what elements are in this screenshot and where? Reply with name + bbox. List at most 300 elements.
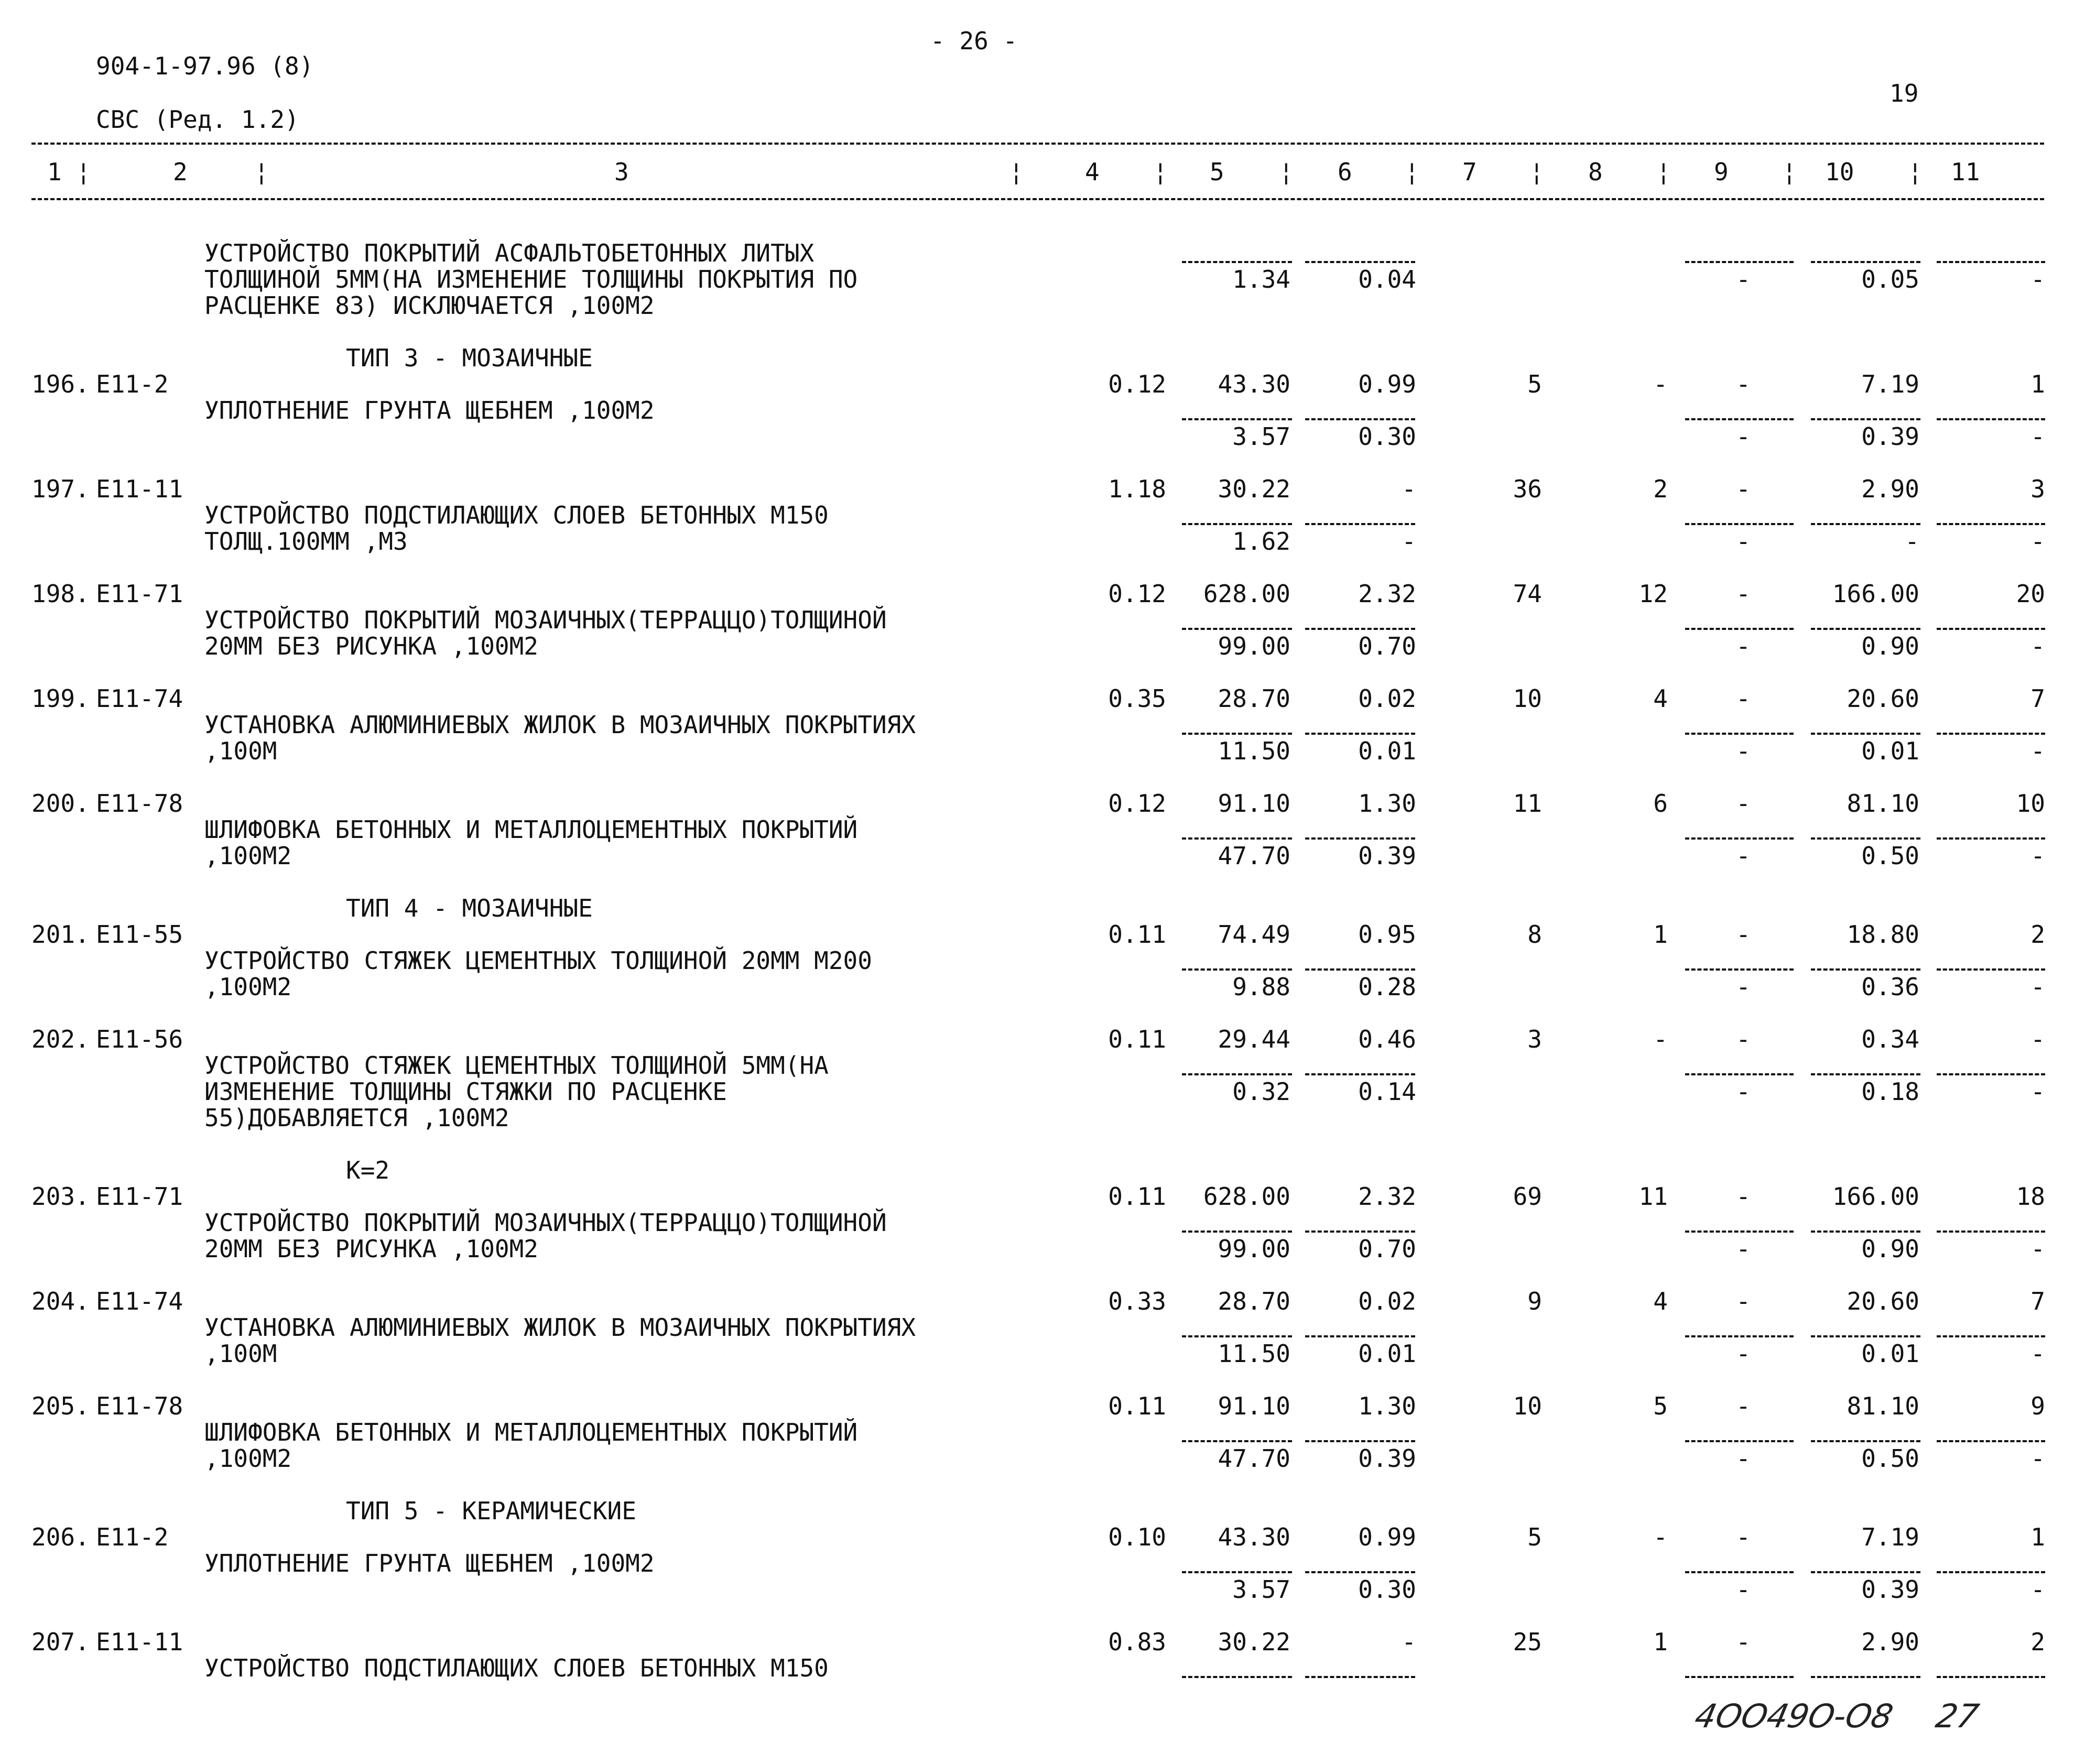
work-description: ШЛИФОВКА БЕТОННЫХ И МЕТАЛЛОЦЕМЕНТНЫХ ПОКРЫТИЙ xyxy=(204,815,858,844)
cell-c10: 166.00 xyxy=(1832,1182,1919,1211)
cell-c5: 28.70 xyxy=(1218,1287,1290,1315)
value-separator-line xyxy=(1305,261,1415,263)
value-separator-line xyxy=(1182,968,1292,971)
rate-code: Е11-74 xyxy=(96,684,183,713)
cell-c6: 0.95 xyxy=(1358,920,1416,949)
rate-code: Е11-71 xyxy=(96,580,183,608)
cell-c6: 0.01 xyxy=(1358,1340,1416,1368)
cell-c11: - xyxy=(2030,973,2045,1001)
cell-c5: 47.70 xyxy=(1218,1444,1290,1473)
value-separator-line xyxy=(1685,837,1794,840)
col-header-divider: ¦ xyxy=(1908,158,1923,186)
cell-c6: 1.30 xyxy=(1358,1392,1416,1420)
cell-c5: 9.88 xyxy=(1232,973,1290,1001)
cell-c7: 10 xyxy=(1513,684,1542,713)
cell-c6: 0.04 xyxy=(1358,265,1416,293)
cell-c9: - xyxy=(1736,684,1751,713)
row-number: 204. xyxy=(31,1287,90,1315)
cell-c5: 43.30 xyxy=(1218,370,1290,398)
value-separator-line xyxy=(1811,1571,1920,1573)
work-description: ИЗМЕНЕНИЕ ТОЛЩИНЫ СТЯЖКИ ПО РАСЦЕНКЕ xyxy=(204,1077,727,1106)
cell-c10: 2.90 xyxy=(1861,475,1919,503)
col-header-7: 7 xyxy=(1462,158,1477,186)
cell-c9: - xyxy=(1736,1523,1751,1551)
value-separator-line xyxy=(1182,418,1292,420)
value-separator-line xyxy=(1937,968,2045,971)
work-description: 20ММ БЕЗ РИСУНКА ,100М2 xyxy=(204,632,538,660)
value-separator-line xyxy=(1182,837,1292,840)
cell-c10: 0.39 xyxy=(1861,422,1919,451)
cell-c10: 2.90 xyxy=(1861,1628,1919,1656)
cell-c7: 3 xyxy=(1527,1025,1542,1053)
cell-c5: 11.50 xyxy=(1218,737,1290,765)
work-description: УСТРОЙСТВО ПОДСТИЛАЮЩИХ СЛОЕВ БЕТОННЫХ М150 xyxy=(204,501,829,529)
cell-c11: - xyxy=(2030,1077,2045,1106)
cell-c10: 0.05 xyxy=(1861,265,1919,293)
cell-c10: 20.60 xyxy=(1847,1287,1919,1315)
cell-c5: 99.00 xyxy=(1218,632,1290,660)
cell-c7: 74 xyxy=(1513,580,1542,608)
cell-c6: 0.70 xyxy=(1358,632,1416,660)
col-header-2: 2 xyxy=(173,158,188,186)
value-separator-line xyxy=(1685,1231,1794,1233)
row-number: 196. xyxy=(31,370,90,398)
cell-c11: - xyxy=(2030,737,2045,765)
value-separator-line xyxy=(1811,418,1920,420)
col-header-divider: ¦ xyxy=(1529,158,1544,186)
rate-code: Е11-78 xyxy=(96,1392,183,1420)
col-header-divider: ¦ xyxy=(1656,158,1671,186)
value-separator-line xyxy=(1305,1440,1415,1442)
cell-c9: - xyxy=(1736,632,1751,660)
cell-c11: - xyxy=(2030,265,2045,293)
work-description: ,100М2 xyxy=(204,973,292,1001)
value-separator-line xyxy=(1937,1676,2045,1678)
work-description: ТОЛЩ.100ММ ,М3 xyxy=(204,527,408,556)
work-description: ,100М xyxy=(204,1340,277,1368)
cell-c9: - xyxy=(1736,580,1751,608)
cell-c11: 2 xyxy=(2030,1628,2045,1656)
value-separator-line xyxy=(1182,628,1292,630)
page-number: 19 xyxy=(1890,79,1919,107)
value-separator-line xyxy=(1305,628,1415,630)
cell-c6: 0.01 xyxy=(1358,737,1416,765)
cell-c8: 1 xyxy=(1653,920,1668,949)
cell-c5: 91.10 xyxy=(1218,1392,1290,1420)
cell-c9: - xyxy=(1736,1182,1751,1211)
value-separator-line xyxy=(1937,837,2045,840)
col-header-9: 9 xyxy=(1714,158,1729,186)
value-separator-line xyxy=(1305,1676,1415,1678)
col-header-11: 11 xyxy=(1951,158,1980,186)
value-separator-line xyxy=(1811,733,1920,735)
cell-c5: 30.22 xyxy=(1218,475,1290,503)
section-heading: ТИП 3 - МОЗАИЧНЫЕ xyxy=(346,344,593,372)
section-heading: К=2 xyxy=(346,1156,390,1184)
cell-c6: 2.32 xyxy=(1358,580,1416,608)
cell-c5: 91.10 xyxy=(1218,789,1290,818)
cell-c9: - xyxy=(1736,1340,1751,1368)
cell-c4: 0.11 xyxy=(1108,1025,1166,1053)
value-separator-line xyxy=(1685,1073,1794,1075)
cell-c6: 0.70 xyxy=(1358,1235,1416,1263)
cell-c9: - xyxy=(1736,265,1751,293)
cell-c4: 0.11 xyxy=(1108,1182,1166,1211)
work-description: УСТРОЙСТВО ПОДСТИЛАЮЩИХ СЛОЕВ БЕТОННЫХ М150 xyxy=(204,1654,829,1682)
rate-code: Е11-74 xyxy=(96,1287,183,1315)
cell-c8: - xyxy=(1653,1025,1668,1053)
col-header-divider: ¦ xyxy=(254,158,269,186)
rate-code: Е11-71 xyxy=(96,1182,183,1211)
cell-c6: - xyxy=(1402,527,1416,556)
value-separator-line xyxy=(1182,261,1292,263)
cell-c9: - xyxy=(1736,1392,1751,1420)
cell-c5: 1.62 xyxy=(1232,527,1290,556)
work-description: УПЛОТНЕНИЕ ГРУНТА ЩЕБНЕМ ,100М2 xyxy=(204,1549,655,1577)
value-separator-line xyxy=(1811,837,1920,840)
cell-c11: - xyxy=(2030,1444,2045,1473)
cell-c4: 1.18 xyxy=(1108,475,1166,503)
cell-c4: 0.83 xyxy=(1108,1628,1166,1656)
cell-c7: 36 xyxy=(1513,475,1542,503)
col-header-5: 5 xyxy=(1210,158,1224,186)
cell-c8: 6 xyxy=(1653,789,1668,818)
cell-c7: 9 xyxy=(1527,1287,1542,1315)
cell-c7: 69 xyxy=(1513,1182,1542,1211)
value-separator-line xyxy=(1182,523,1292,525)
cell-c11: - xyxy=(2030,422,2045,451)
cell-c7: 5 xyxy=(1527,1523,1542,1551)
col-header-3: 3 xyxy=(614,158,629,186)
cell-c10: - xyxy=(1905,527,1919,556)
value-separator-line xyxy=(1937,1231,2045,1233)
cell-c7: 25 xyxy=(1513,1628,1542,1656)
value-separator-line xyxy=(1685,1335,1794,1337)
value-separator-line xyxy=(1305,968,1415,971)
handwritten-page-number: 27 xyxy=(1932,1697,1982,1735)
cell-c4: 0.11 xyxy=(1108,1392,1166,1420)
cell-c11: - xyxy=(2030,527,2045,556)
cell-c6: 0.46 xyxy=(1358,1025,1416,1053)
cell-c9: - xyxy=(1736,1287,1751,1315)
cell-c5: 74.49 xyxy=(1218,920,1290,949)
row-number: 201. xyxy=(31,920,90,949)
work-description: УСТАНОВКА АЛЮМИНИЕВЫХ ЖИЛОК В МОЗАИЧНЫХ ПОКРЫТИЯХ xyxy=(204,1313,916,1342)
rate-code: Е11-78 xyxy=(96,789,183,818)
cell-c7: 8 xyxy=(1527,920,1542,949)
cell-c9: - xyxy=(1736,370,1751,398)
value-separator-line xyxy=(1182,1073,1292,1075)
cell-c10: 0.34 xyxy=(1861,1025,1919,1053)
value-separator-line xyxy=(1685,418,1794,420)
value-separator-line xyxy=(1305,523,1415,525)
cell-c9: - xyxy=(1736,920,1751,949)
value-separator-line xyxy=(1811,968,1920,971)
work-description: УПЛОТНЕНИЕ ГРУНТА ЩЕБНЕМ ,100М2 xyxy=(204,396,655,424)
value-separator-line xyxy=(1182,1676,1292,1678)
cell-c9: - xyxy=(1736,475,1751,503)
cell-c6: 0.02 xyxy=(1358,1287,1416,1315)
row-number: 205. xyxy=(31,1392,90,1420)
work-description: УСТАНОВКА АЛЮМИНИЕВЫХ ЖИЛОК В МОЗАИЧНЫХ ПОКРЫТИЯХ xyxy=(204,711,916,739)
value-separator-line xyxy=(1685,733,1794,735)
value-separator-line xyxy=(1685,261,1794,263)
cell-c4: 0.10 xyxy=(1108,1523,1166,1551)
value-separator-line xyxy=(1811,1231,1920,1233)
value-separator-line xyxy=(1937,523,2045,525)
cell-c11: 18 xyxy=(2016,1182,2045,1211)
value-separator-line xyxy=(1305,418,1415,420)
cell-c10: 0.01 xyxy=(1861,737,1919,765)
cell-c10: 7.19 xyxy=(1861,370,1919,398)
value-separator-line xyxy=(1811,628,1920,630)
value-separator-line xyxy=(1305,837,1415,840)
cell-c7: 10 xyxy=(1513,1392,1542,1420)
section-heading: ТИП 5 - КЕРАМИЧЕСКИЕ xyxy=(346,1497,636,1525)
cell-c10: 0.36 xyxy=(1861,973,1919,1001)
col-header-6: 6 xyxy=(1338,158,1352,186)
cell-c6: 0.30 xyxy=(1358,422,1416,451)
edition-label: СВС (Ред. 1.2) xyxy=(96,105,299,134)
rate-code: Е11-2 xyxy=(96,370,169,398)
cell-c9: - xyxy=(1736,1235,1751,1263)
work-description: УСТРОЙСТВО ПОКРЫТИЙ МОЗАИЧНЫХ(ТЕРРАЦЦО)ТОЛЩИНОЙ xyxy=(204,606,887,634)
value-separator-line xyxy=(1937,261,2045,263)
cell-c9: - xyxy=(1736,1025,1751,1053)
cell-c6: 0.99 xyxy=(1358,370,1416,398)
cell-c6: 0.39 xyxy=(1358,842,1416,870)
cell-c10: 0.01 xyxy=(1861,1340,1919,1368)
cell-c9: - xyxy=(1736,842,1751,870)
work-description: УСТРОЙСТВО СТЯЖЕК ЦЕМЕНТНЫХ ТОЛЩИНОЙ 20ММ М200 xyxy=(204,946,872,975)
cell-c6: 0.30 xyxy=(1358,1575,1416,1604)
rate-code: Е11-2 xyxy=(96,1523,169,1551)
cell-c9: - xyxy=(1736,422,1751,451)
cell-c5: 29.44 xyxy=(1218,1025,1290,1053)
col-header-10: 10 xyxy=(1825,158,1854,186)
cell-c11: 7 xyxy=(2030,1287,2045,1315)
value-separator-line xyxy=(1182,1571,1292,1573)
cell-c11: - xyxy=(2030,842,2045,870)
cell-c5: 30.22 xyxy=(1218,1628,1290,1656)
row-number: 207. xyxy=(31,1628,90,1656)
cell-c4: 0.33 xyxy=(1108,1287,1166,1315)
cell-c4: 0.11 xyxy=(1108,920,1166,949)
row-number: 197. xyxy=(31,475,90,503)
cell-c10: 81.10 xyxy=(1847,1392,1919,1420)
cell-c6: 1.30 xyxy=(1358,789,1416,818)
value-separator-line xyxy=(1937,1335,2045,1337)
value-separator-line xyxy=(1811,1440,1920,1442)
cell-c6: - xyxy=(1402,475,1416,503)
value-separator-line xyxy=(1811,261,1920,263)
cell-c10: 81.10 xyxy=(1847,789,1919,818)
cell-c5: 3.57 xyxy=(1232,422,1290,451)
work-description: РАСЦЕНКЕ 83) ИСКЛЮЧАЕТСЯ ,100М2 xyxy=(204,291,655,320)
col-header-4: 4 xyxy=(1085,158,1100,186)
cell-c8: - xyxy=(1653,370,1668,398)
handwritten-archive-code: 4ОО49О-О8 xyxy=(1691,1697,1897,1735)
value-separator-line xyxy=(1305,1335,1415,1337)
cell-c8: 11 xyxy=(1638,1182,1668,1211)
col-header-divider: ¦ xyxy=(1153,158,1168,186)
row-number: 198. xyxy=(31,580,90,608)
work-description: 55)ДОБАВЛЯЕТСЯ ,100М2 xyxy=(204,1104,509,1132)
col-header-divider: ¦ xyxy=(1405,158,1419,186)
cell-c5: 3.57 xyxy=(1232,1575,1290,1604)
cell-c11: 9 xyxy=(2030,1392,2045,1420)
value-separator-line xyxy=(1685,1571,1794,1573)
cell-c5: 1.34 xyxy=(1232,265,1290,293)
cell-c8: 1 xyxy=(1653,1628,1668,1656)
value-separator-line xyxy=(1305,733,1415,735)
cell-c9: - xyxy=(1736,1628,1751,1656)
cell-c4: 0.12 xyxy=(1108,580,1166,608)
cell-c7: 5 xyxy=(1527,370,1542,398)
cell-c11: - xyxy=(2030,632,2045,660)
value-separator-line xyxy=(1305,1073,1415,1075)
row-number: 203. xyxy=(31,1182,90,1211)
col-header-1: 1 ¦ xyxy=(47,158,91,186)
value-separator-line xyxy=(1182,1335,1292,1337)
cell-c8: 12 xyxy=(1638,580,1668,608)
row-number: 206. xyxy=(31,1523,90,1551)
cell-c11: - xyxy=(2030,1340,2045,1368)
header-bottom-rule xyxy=(31,198,2044,200)
cell-c6: 0.99 xyxy=(1358,1523,1416,1551)
value-separator-line xyxy=(1182,733,1292,735)
value-separator-line xyxy=(1811,523,1920,525)
cell-c4: 0.12 xyxy=(1108,789,1166,818)
cell-c10: 7.19 xyxy=(1861,1523,1919,1551)
cell-c10: 0.90 xyxy=(1861,1235,1919,1263)
value-separator-line xyxy=(1685,1440,1794,1442)
cell-c4: 0.35 xyxy=(1108,684,1166,713)
cell-c11: 20 xyxy=(2016,580,2045,608)
cell-c6: 0.14 xyxy=(1358,1077,1416,1106)
value-separator-line xyxy=(1937,1440,2045,1442)
cell-c11: 2 xyxy=(2030,920,2045,949)
cell-c6: 0.39 xyxy=(1358,1444,1416,1473)
cell-c10: 0.18 xyxy=(1861,1077,1919,1106)
cell-c5: 11.50 xyxy=(1218,1340,1290,1368)
cell-c11: 10 xyxy=(2016,789,2045,818)
cell-c5: 99.00 xyxy=(1218,1235,1290,1263)
cell-c6: - xyxy=(1402,1628,1416,1656)
row-number: 200. xyxy=(31,789,90,818)
rate-code: Е11-55 xyxy=(96,920,183,949)
cell-c5: 43.30 xyxy=(1218,1523,1290,1551)
document-code: 904-1-97.96 (8) xyxy=(96,52,314,80)
cell-c6: 0.02 xyxy=(1358,684,1416,713)
value-separator-line xyxy=(1811,1073,1920,1075)
work-description: УСТРОЙСТВО ПОКРЫТИЙ АСФАЛЬТОБЕТОННЫХ ЛИТЫХ xyxy=(204,239,815,267)
cell-c8: 4 xyxy=(1653,1287,1668,1315)
header-top-rule xyxy=(31,143,2044,145)
cell-c10: 18.80 xyxy=(1847,920,1919,949)
cell-c10: 0.90 xyxy=(1861,632,1919,660)
cell-c10: 20.60 xyxy=(1847,684,1919,713)
cell-c5: 0.32 xyxy=(1232,1077,1290,1106)
value-separator-line xyxy=(1937,733,2045,735)
work-description: ТОЛЩИНОЙ 5ММ(НА ИЗМЕНЕНИЕ ТОЛЩИНЫ ПОКРЫТИЯ ПО xyxy=(204,265,858,293)
cell-c11: 3 xyxy=(2030,475,2045,503)
work-description: ,100М2 xyxy=(204,842,292,870)
cell-c9: - xyxy=(1736,973,1751,1001)
rate-code: Е11-56 xyxy=(96,1025,183,1053)
cell-c11: 7 xyxy=(2030,684,2045,713)
cell-c9: - xyxy=(1736,737,1751,765)
cell-c8: - xyxy=(1653,1523,1668,1551)
cell-c11: 1 xyxy=(2030,370,2045,398)
work-description: 20ММ БЕЗ РИСУНКА ,100М2 xyxy=(204,1235,538,1263)
cell-c5: 628.00 xyxy=(1203,1182,1290,1211)
cell-c9: - xyxy=(1736,1077,1751,1106)
cell-c10: 0.50 xyxy=(1861,842,1919,870)
cell-c5: 28.70 xyxy=(1218,684,1290,713)
cell-c8: 2 xyxy=(1653,475,1668,503)
work-description: ШЛИФОВКА БЕТОННЫХ И МЕТАЛЛОЦЕМЕНТНЫХ ПОКРЫТИЙ xyxy=(204,1418,858,1446)
cell-c11: 1 xyxy=(2030,1523,2045,1551)
cell-c6: 0.28 xyxy=(1358,973,1416,1001)
cell-c9: - xyxy=(1736,789,1751,818)
cell-c10: 0.39 xyxy=(1861,1575,1919,1604)
col-header-divider: ¦ xyxy=(1782,158,1797,186)
value-separator-line xyxy=(1182,1440,1292,1442)
value-separator-line xyxy=(1937,628,2045,630)
rate-code: Е11-11 xyxy=(96,1628,183,1656)
cell-c8: 4 xyxy=(1653,684,1668,713)
cell-c10: 0.50 xyxy=(1861,1444,1919,1473)
cell-c11: - xyxy=(2030,1235,2045,1263)
cell-c5: 628.00 xyxy=(1203,580,1290,608)
cell-c10: 166.00 xyxy=(1832,580,1919,608)
cell-c7: 11 xyxy=(1513,789,1542,818)
value-separator-line xyxy=(1305,1571,1415,1573)
cell-c5: 47.70 xyxy=(1218,842,1290,870)
cell-c11: - xyxy=(2030,1025,2045,1053)
work-description: УСТРОЙСТВО СТЯЖЕК ЦЕМЕНТНЫХ ТОЛЩИНОЙ 5ММ(НА xyxy=(204,1051,829,1080)
cell-c9: - xyxy=(1736,1575,1751,1604)
value-separator-line xyxy=(1182,1231,1292,1233)
col-header-divider: ¦ xyxy=(1009,158,1024,186)
work-description: УСТРОЙСТВО ПОКРЫТИЙ МОЗАИЧНЫХ(ТЕРРАЦЦО)ТОЛЩИНОЙ xyxy=(204,1208,887,1237)
value-separator-line xyxy=(1685,1676,1794,1678)
value-separator-line xyxy=(1305,1231,1415,1233)
page-marker: - 26 - xyxy=(930,27,1018,55)
value-separator-line xyxy=(1811,1335,1920,1337)
col-header-8: 8 xyxy=(1588,158,1603,186)
value-separator-line xyxy=(1811,1676,1920,1678)
row-number: 199. xyxy=(31,684,90,713)
value-separator-line xyxy=(1685,628,1794,630)
value-separator-line xyxy=(1937,1073,2045,1075)
value-separator-line xyxy=(1937,418,2045,420)
cell-c9: - xyxy=(1736,1444,1751,1473)
col-header-divider: ¦ xyxy=(1279,158,1294,186)
work-description: ,100М xyxy=(204,737,277,765)
section-heading: ТИП 4 - МОЗАИЧНЫЕ xyxy=(346,894,593,922)
rate-code: Е11-11 xyxy=(96,475,183,503)
value-separator-line xyxy=(1685,523,1794,525)
row-number: 202. xyxy=(31,1025,90,1053)
cell-c11: - xyxy=(2030,1575,2045,1604)
work-description: ,100М2 xyxy=(204,1444,292,1473)
cell-c8: 5 xyxy=(1653,1392,1668,1420)
cell-c6: 2.32 xyxy=(1358,1182,1416,1211)
value-separator-line xyxy=(1937,1571,2045,1573)
value-separator-line xyxy=(1685,968,1794,971)
